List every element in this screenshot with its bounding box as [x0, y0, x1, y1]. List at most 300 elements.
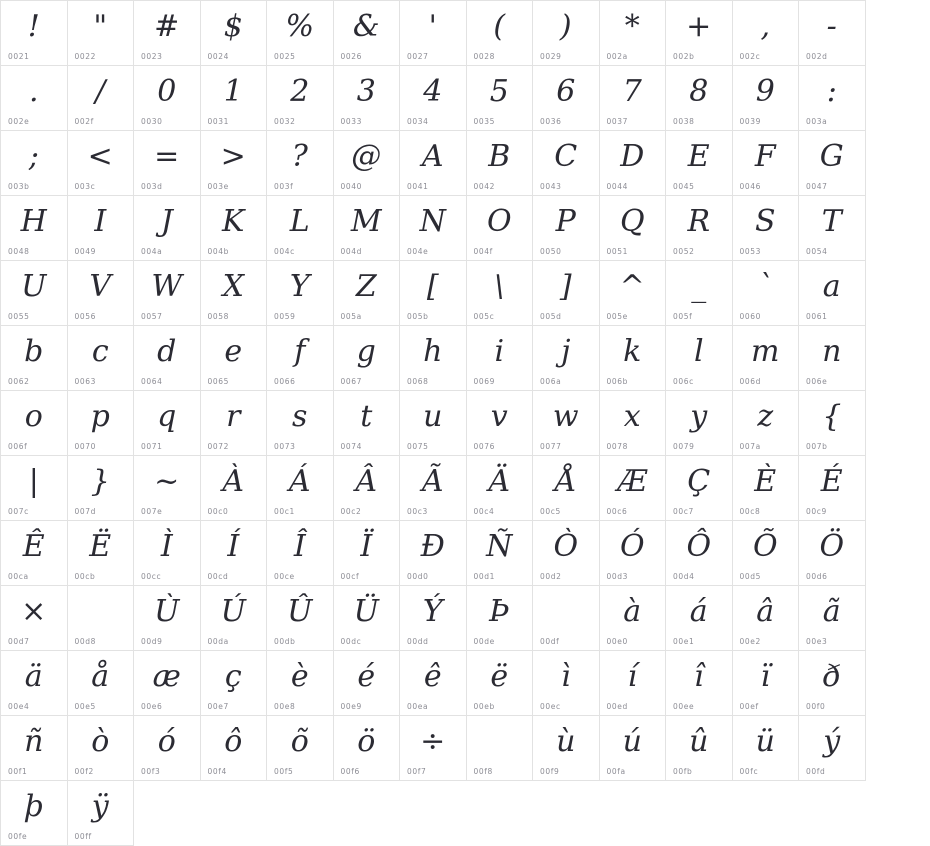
glyph-cell[interactable] [666, 196, 733, 261]
glyph-cell[interactable] [666, 66, 733, 131]
glyph-cell[interactable] [1, 586, 68, 651]
glyph-cell[interactable] [600, 521, 667, 586]
glyph-cell[interactable] [400, 131, 467, 196]
glyph-cell[interactable] [134, 66, 201, 131]
glyph-cell[interactable] [733, 131, 800, 196]
glyph-codepoint: 0069 [473, 377, 495, 386]
glyph-character: * [624, 9, 640, 44]
glyph-cell[interactable] [267, 651, 334, 716]
glyph-character: ü [755, 724, 775, 759]
glyph-cell[interactable] [267, 456, 334, 521]
glyph-codepoint: 0030 [141, 117, 163, 126]
glyph-cell[interactable] [68, 66, 135, 131]
glyph-codepoint: 007a [739, 442, 761, 451]
glyph-codepoint: 005b [407, 312, 429, 321]
glyph-character: z [757, 399, 774, 434]
glyph-cell[interactable] [533, 326, 600, 391]
glyph-character: Ý [422, 594, 443, 629]
glyph-character: d [157, 334, 177, 369]
glyph-cell[interactable] [267, 391, 334, 456]
glyph-cell[interactable] [533, 66, 600, 131]
glyph-character: Ã [421, 464, 444, 499]
glyph-cell[interactable] [533, 131, 600, 196]
glyph-cell[interactable] [201, 1, 268, 66]
glyph-cell[interactable] [467, 1, 534, 66]
glyph-cell[interactable] [334, 521, 401, 586]
glyph-character: ó [157, 724, 176, 759]
glyph-codepoint: 00ff [74, 832, 92, 841]
glyph-cell[interactable] [201, 261, 268, 326]
glyph-codepoint: 00d3 [606, 572, 628, 581]
glyph-codepoint: 0066 [274, 377, 296, 386]
glyph-cell[interactable] [400, 196, 467, 261]
glyph-cell[interactable] [400, 66, 467, 131]
glyph-cell[interactable] [68, 326, 135, 391]
glyph-cell[interactable] [467, 586, 534, 651]
glyph-cell[interactable] [134, 1, 201, 66]
glyph-cell[interactable] [1, 456, 68, 521]
glyph-character: æ [152, 659, 181, 694]
glyph-codepoint: 00d9 [141, 637, 163, 646]
glyph-cell[interactable] [267, 716, 334, 781]
glyph-cell[interactable] [600, 261, 667, 326]
glyph-codepoint: 007d [74, 507, 96, 516]
glyph-cell[interactable] [533, 1, 600, 66]
glyph-codepoint: 006b [606, 377, 628, 386]
glyph-cell[interactable] [1, 716, 68, 781]
glyph-character: Ö [819, 529, 845, 564]
glyph-character: û [689, 724, 709, 759]
glyph-cell[interactable] [68, 586, 135, 651]
glyph-cell[interactable] [201, 651, 268, 716]
glyph-codepoint: 0031 [207, 117, 229, 126]
glyph-codepoint: 00c6 [606, 507, 628, 516]
glyph-character: _ [691, 269, 707, 304]
glyph-character: Ò [553, 529, 579, 564]
glyph-character: \ [494, 269, 505, 304]
glyph-cell[interactable] [533, 586, 600, 651]
glyph-codepoint: 00dd [407, 637, 429, 646]
glyph-cell[interactable] [134, 131, 201, 196]
glyph-codepoint: 0034 [407, 117, 429, 126]
glyph-codepoint: 0060 [739, 312, 761, 321]
glyph-cell[interactable] [733, 66, 800, 131]
glyph-cell[interactable] [400, 1, 467, 66]
glyph-cell[interactable] [666, 521, 733, 586]
glyph-codepoint: 00ef [739, 702, 759, 711]
glyph-character: ` [757, 269, 773, 304]
glyph-codepoint: 00ea [407, 702, 429, 711]
glyph-codepoint: 005d [540, 312, 562, 321]
glyph-codepoint: 003f [274, 182, 294, 191]
glyph-character: Í [227, 529, 240, 564]
glyph-cell[interactable] [68, 716, 135, 781]
glyph-cell[interactable] [600, 651, 667, 716]
glyph-codepoint: 00d4 [673, 572, 695, 581]
glyph-cell[interactable] [799, 261, 866, 326]
glyph-codepoint: 00fa [606, 767, 626, 776]
glyph-cell[interactable] [467, 391, 534, 456]
glyph-cell[interactable] [334, 196, 401, 261]
glyph-codepoint: 00c1 [274, 507, 295, 516]
glyph-character: Ç [687, 464, 711, 499]
glyph-cell[interactable] [201, 391, 268, 456]
glyph-codepoint: 00fe [8, 832, 28, 841]
glyph-codepoint: 0051 [606, 247, 628, 256]
glyph-codepoint: 00e6 [141, 702, 163, 711]
glyph-character: ~ [154, 464, 180, 499]
glyph-cell[interactable] [134, 326, 201, 391]
glyph-cell[interactable] [201, 521, 268, 586]
glyph-codepoint: 005f [673, 312, 693, 321]
glyph-cell[interactable] [68, 651, 135, 716]
glyph-cell[interactable] [201, 456, 268, 521]
glyph-codepoint: 0032 [274, 117, 296, 126]
glyph-cell[interactable] [533, 456, 600, 521]
glyph-character: B [488, 139, 511, 174]
glyph-character: W [151, 269, 183, 304]
glyph-cell[interactable] [334, 586, 401, 651]
glyph-codepoint: 003c [74, 182, 96, 191]
glyph-cell[interactable] [267, 586, 334, 651]
glyph-character: 3 [356, 74, 376, 109]
glyph-cell[interactable] [1, 521, 68, 586]
glyph-cell[interactable] [733, 1, 800, 66]
glyph-character: O [486, 204, 512, 239]
glyph-character: Q [619, 204, 645, 239]
glyph-codepoint: 0075 [407, 442, 429, 451]
glyph-codepoint: 0033 [340, 117, 362, 126]
glyph-cell[interactable] [733, 456, 800, 521]
glyph-codepoint: 003d [141, 182, 163, 191]
glyph-character: V [89, 269, 112, 304]
glyph-character: Â [355, 464, 378, 499]
glyph-cell[interactable] [666, 456, 733, 521]
glyph-cell[interactable] [467, 716, 534, 781]
glyph-cell[interactable] [666, 391, 733, 456]
glyph-codepoint: 005c [473, 312, 495, 321]
glyph-codepoint: 00c5 [540, 507, 561, 516]
glyph-cell[interactable] [666, 326, 733, 391]
glyph-codepoint: 0039 [739, 117, 761, 126]
glyph-cell[interactable] [267, 521, 334, 586]
glyph-cell[interactable] [400, 651, 467, 716]
glyph-character: . [28, 74, 39, 109]
glyph-cell[interactable] [666, 131, 733, 196]
glyph-cell[interactable] [334, 391, 401, 456]
glyph-cell[interactable] [267, 66, 334, 131]
glyph-codepoint: 0046 [739, 182, 761, 191]
glyph-codepoint: 00ee [673, 702, 695, 711]
glyph-cell[interactable] [1, 261, 68, 326]
glyph-codepoint: 0079 [673, 442, 695, 451]
glyph-cell[interactable] [467, 261, 534, 326]
glyph-cell[interactable] [467, 651, 534, 716]
glyph-cell[interactable] [400, 261, 467, 326]
glyph-character: > [220, 139, 246, 174]
glyph-cell[interactable] [799, 651, 866, 716]
glyph-character: ' [428, 9, 437, 44]
glyph-character: ( [493, 9, 506, 44]
glyph-cell[interactable] [201, 131, 268, 196]
glyph-cell[interactable] [799, 196, 866, 261]
glyph-codepoint: 0061 [806, 312, 828, 321]
glyph-cell[interactable] [134, 521, 201, 586]
glyph-character: J [160, 204, 173, 239]
glyph-codepoint: 00fc [739, 767, 759, 776]
glyph-cell[interactable] [134, 586, 201, 651]
glyph-cell[interactable] [68, 131, 135, 196]
glyph-character: Ú [220, 594, 246, 629]
glyph-character: Z [355, 269, 377, 304]
glyph-cell[interactable] [600, 1, 667, 66]
glyph-cell[interactable] [666, 651, 733, 716]
glyph-character: ÿ [91, 789, 109, 824]
glyph-character: 5 [489, 74, 509, 109]
glyph-cell[interactable] [1, 131, 68, 196]
glyph-cell[interactable] [134, 391, 201, 456]
glyph-character: Ü [353, 594, 379, 629]
glyph-cell[interactable] [201, 716, 268, 781]
glyph-character: 9 [755, 74, 775, 109]
glyph-cell[interactable] [334, 716, 401, 781]
glyph-cell[interactable] [1, 196, 68, 261]
glyph-cell[interactable] [134, 456, 201, 521]
glyph-codepoint: 005a [340, 312, 362, 321]
glyph-codepoint: 00f1 [8, 767, 28, 776]
glyph-codepoint: 00dc [340, 637, 362, 646]
glyph-codepoint: 004a [141, 247, 163, 256]
glyph-cell[interactable] [68, 196, 135, 261]
glyph-cell[interactable] [400, 326, 467, 391]
glyph-cell[interactable] [467, 326, 534, 391]
glyph-cell[interactable] [1, 1, 68, 66]
glyph-cell[interactable] [267, 326, 334, 391]
glyph-cell[interactable] [799, 586, 866, 651]
glyph-cell[interactable] [267, 196, 334, 261]
glyph-character: & [352, 9, 380, 44]
glyph-character: é [357, 659, 376, 694]
glyph-codepoint: 002c [739, 52, 761, 61]
glyph-cell[interactable] [799, 391, 866, 456]
glyph-character: Þ [489, 594, 510, 629]
glyph-codepoint: 0041 [407, 182, 429, 191]
glyph-cell[interactable] [600, 586, 667, 651]
glyph-cell[interactable] [600, 326, 667, 391]
glyph-codepoint: 00c2 [340, 507, 362, 516]
glyph-character: Ê [22, 529, 45, 564]
glyph-codepoint: 0077 [540, 442, 562, 451]
glyph-cell[interactable] [134, 261, 201, 326]
glyph-cell[interactable] [733, 521, 800, 586]
glyph-cell[interactable] [334, 651, 401, 716]
glyph-cell[interactable] [134, 651, 201, 716]
glyph-cell[interactable] [334, 261, 401, 326]
glyph-character: H [20, 204, 47, 239]
glyph-cell[interactable] [733, 196, 800, 261]
glyph-cell[interactable] [400, 716, 467, 781]
glyph-cell[interactable] [733, 716, 800, 781]
glyph-codepoint: 0025 [274, 52, 296, 61]
glyph-cell[interactable] [1, 781, 68, 846]
glyph-cell[interactable] [600, 196, 667, 261]
glyph-character: P [555, 204, 576, 239]
glyph-cell[interactable] [467, 196, 534, 261]
glyph-cell[interactable] [267, 131, 334, 196]
glyph-codepoint: 00c0 [207, 507, 229, 516]
glyph-cell[interactable] [68, 391, 135, 456]
glyph-cell[interactable] [799, 1, 866, 66]
glyph-character: m [751, 334, 780, 369]
glyph-cell[interactable] [733, 326, 800, 391]
glyph-cell[interactable] [68, 261, 135, 326]
glyph-character: g [356, 334, 376, 369]
glyph-cell[interactable] [533, 716, 600, 781]
glyph-character: 2 [290, 74, 310, 109]
glyph-cell[interactable] [68, 521, 135, 586]
glyph-cell[interactable] [68, 1, 135, 66]
glyph-character: Õ [752, 529, 778, 564]
glyph-cell[interactable] [400, 391, 467, 456]
glyph-cell[interactable] [666, 586, 733, 651]
glyph-codepoint: 00cb [74, 572, 96, 581]
glyph-character: Î [293, 529, 306, 564]
glyph-character: s [292, 399, 308, 434]
glyph-character: Y [289, 269, 310, 304]
glyph-cell[interactable] [334, 1, 401, 66]
glyph-cell[interactable] [400, 586, 467, 651]
glyph-cell[interactable] [267, 1, 334, 66]
glyph-cell[interactable] [799, 716, 866, 781]
glyph-cell[interactable] [799, 131, 866, 196]
glyph-codepoint: 007e [141, 507, 163, 516]
glyph-cell[interactable] [467, 456, 534, 521]
glyph-cell[interactable] [600, 131, 667, 196]
glyph-cell[interactable] [733, 651, 800, 716]
glyph-codepoint: 0076 [473, 442, 495, 451]
glyph-codepoint: 0036 [540, 117, 562, 126]
glyph-cell[interactable] [600, 716, 667, 781]
glyph-codepoint: 00d8 [74, 637, 96, 646]
glyph-character: 1 [223, 74, 243, 109]
glyph-character: + [686, 9, 712, 44]
glyph-codepoint: 00c9 [806, 507, 827, 516]
glyph-codepoint: 0043 [540, 182, 562, 191]
glyph-cell[interactable] [467, 66, 534, 131]
glyph-cell[interactable] [799, 326, 866, 391]
glyph-cell[interactable] [600, 391, 667, 456]
glyph-codepoint: 0056 [74, 312, 96, 321]
glyph-cell[interactable] [666, 1, 733, 66]
glyph-codepoint: 00db [274, 637, 296, 646]
glyph-character: : [826, 74, 837, 109]
glyph-cell[interactable] [799, 66, 866, 131]
glyph-codepoint: 0062 [8, 377, 30, 386]
glyph-cell[interactable] [733, 391, 800, 456]
glyph-cell[interactable] [334, 456, 401, 521]
glyph-cell[interactable] [400, 521, 467, 586]
glyph-character: F [754, 139, 776, 174]
glyph-cell[interactable] [201, 586, 268, 651]
glyph-codepoint: 003b [8, 182, 30, 191]
glyph-codepoint: 00e1 [673, 637, 695, 646]
glyph-cell[interactable] [533, 196, 600, 261]
glyph-cell[interactable] [467, 521, 534, 586]
glyph-character: < [87, 139, 113, 174]
glyph-cell[interactable] [533, 261, 600, 326]
glyph-codepoint: 00e4 [8, 702, 30, 711]
glyph-character: ä [24, 659, 43, 694]
glyph-cell[interactable] [334, 66, 401, 131]
glyph-cell[interactable] [201, 326, 268, 391]
glyph-cell[interactable] [600, 456, 667, 521]
glyph-codepoint: 0038 [673, 117, 695, 126]
glyph-cell[interactable] [68, 456, 135, 521]
glyph-cell[interactable] [533, 391, 600, 456]
glyph-cell[interactable] [334, 326, 401, 391]
glyph-cell[interactable] [733, 261, 800, 326]
glyph-character: r [226, 399, 241, 434]
glyph-codepoint: 0053 [739, 247, 761, 256]
glyph-cell[interactable] [1, 66, 68, 131]
glyph-codepoint: 00f8 [473, 767, 493, 776]
glyph-character: Å [554, 464, 577, 499]
glyph-codepoint: 002f [74, 117, 94, 126]
glyph-codepoint: 0040 [340, 182, 362, 191]
glyph-cell[interactable] [666, 716, 733, 781]
glyph-cell[interactable] [201, 66, 268, 131]
glyph-cell[interactable] [1, 326, 68, 391]
glyph-codepoint: 0021 [8, 52, 30, 61]
glyph-character: 6 [556, 74, 576, 109]
glyph-cell[interactable] [267, 261, 334, 326]
glyph-cell[interactable] [600, 66, 667, 131]
glyph-cell[interactable] [533, 651, 600, 716]
glyph-codepoint: 0059 [274, 312, 296, 321]
glyph-cell[interactable] [799, 521, 866, 586]
glyph-character: x [623, 399, 641, 434]
glyph-character: y [690, 399, 708, 434]
glyph-character: ; [28, 139, 39, 174]
glyph-codepoint: 00f7 [407, 767, 427, 776]
glyph-cell[interactable] [68, 781, 135, 846]
glyph-character: È [754, 464, 777, 499]
glyph-cell[interactable] [533, 521, 600, 586]
glyph-cell[interactable] [134, 716, 201, 781]
glyph-cell[interactable] [467, 131, 534, 196]
glyph-cell[interactable] [666, 261, 733, 326]
glyph-character: o [24, 399, 43, 434]
glyph-cell[interactable] [201, 196, 268, 261]
glyph-character: k [623, 334, 642, 369]
glyph-cell[interactable] [400, 456, 467, 521]
glyph-cell[interactable] [134, 196, 201, 261]
glyph-codepoint: 007c [8, 507, 29, 516]
glyph-character: 0 [157, 74, 177, 109]
glyph-codepoint: 0052 [673, 247, 695, 256]
glyph-cell[interactable] [733, 586, 800, 651]
glyph-character: L [289, 204, 310, 239]
glyph-cell[interactable] [1, 391, 68, 456]
glyph-character: ý [823, 724, 841, 759]
glyph-codepoint: 002a [606, 52, 628, 61]
glyph-codepoint: 0067 [340, 377, 362, 386]
glyph-codepoint: 00e2 [739, 637, 761, 646]
glyph-cell[interactable] [1, 651, 68, 716]
glyph-cell[interactable] [334, 131, 401, 196]
glyph-cell[interactable] [799, 456, 866, 521]
glyph-character: I [94, 204, 107, 239]
